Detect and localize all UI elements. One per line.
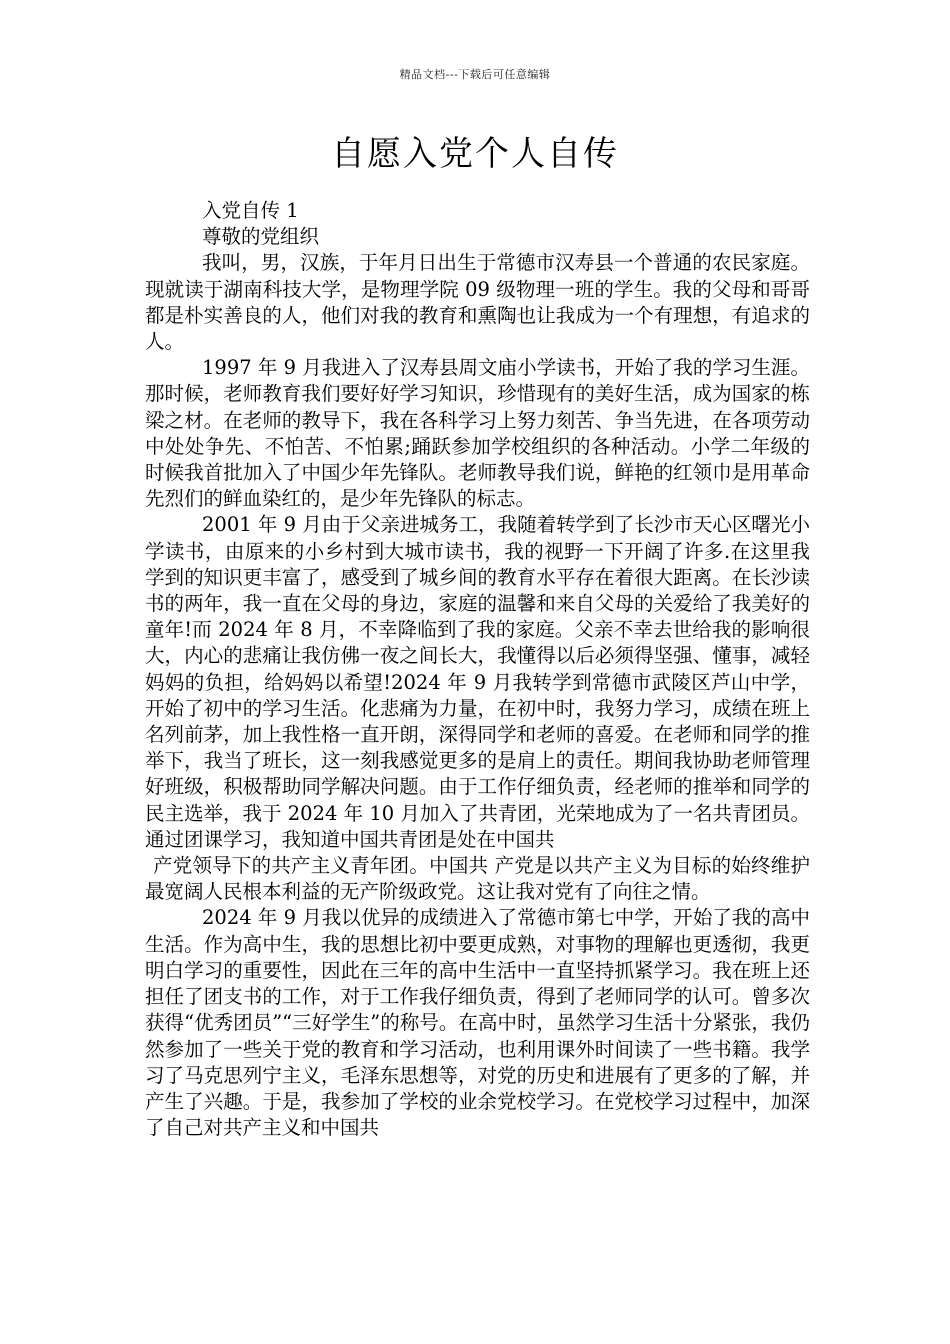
paragraph-high-school: 2024 年 9 月我以优异的成绩进入了常德市第七中学，开始了我的高中生活。作为高中生，我的思想比初中要更成熟，对事物的理解也更透彻，我更明白学习的重要性，因此在三年的高中生活中一直坚持抓紧学习。我在班上还担任了团支书的工作，对于工作我仔细负责，得到了老师同学的认可。曾多次获得“优秀团员”“三好学生”的称号。在高中时，虽然学习生活十分紧张，我仍然参加了一些关于党的教育和学习活动，也利用课外时间读了一些书籍。我学习了马克思列宁主义，毛泽东思想等，对党的历史和进展有了更多的了解，并产生了兴趣。于是，我参加了学校的业余党校学习。在党校学习过程中，加深了自己对共产主义和中国共 [145, 906, 810, 1140]
paragraph-youth-league: 产党领导下的共产主义青年团。中国共 产党是以共产主义为目标的始终维护最宽阔人民根本利益的无产阶级政党。这让我对党有了向往之情。 [145, 854, 810, 904]
document-body [145, 198, 810, 1141]
section-heading: 入党自传 1 [202, 199, 299, 222]
paragraph-middle-school: 2001 年 9 月由于父亲进城务工，我随着转学到了长沙市天心区曙光小学读书，由原来的小乡村到大城市读书，我的视野一下开阔了许多.在这里我学到的知识更丰富了，感受到了城乡间的教育水平存在着很大距离。在长沙读书的两年，我一直在父母的身边，家庭的温馨和来自父母的关爱给了我美好的童年!而 2024 年 8 月，不幸降临到了我的家庭。父亲不幸去世给我的影响很大，内心的悲痛让我仿佛一夜之间长大，我懂得以后必须得坚强、懂事，减轻妈妈的负担，给妈妈以希望!2024 年 9 月我转学到常德市武陵区芦山中学，开始了初中的学习生活。化悲痛为力量，在初中时，我努力学习，成绩在班上名列前茅，加上我性格一直开朗，深得同学和老师的喜爱。在老师和同学的推举下，我当了班长，这一刻我感觉更多的是肩上的责任。期间我协助老师管理好班级，积极帮助同学解决问题。由于工作仔细负责，经老师的推举和同学的民主选举，我于 2024 年 10 月加入了共青团，光荣地成为了一名共青团员。通过团课学习，我知道中国共青团是处在中国共 [145, 513, 810, 851]
salutation: 尊敬的党组织 [202, 225, 320, 249]
header-note: 精品文档---下载后可任意编辑 [399, 68, 551, 81]
document-title: 自愿入党个人自传 [331, 134, 619, 174]
paragraph-primary-school: 1997 年 9 月我进入了汉寿县周文庙小学读书，开始了我的学习生涯。那时候，老师教育我们要好好学习知识，珍惜现有的美好生活，成为国家的栋梁之材。在老师的教导下，我在各科学习上努力刻苦、争当先进，在各项劳动中处处争先、不怕苦、不怕累;踊跃参加学校组织的各种活动。小学二年级的时候我首批加入了中国少年先锋队。老师教导我们说，鲜艳的红领巾是用革命先烈们的鲜血染红的，是少年先锋队的标志。 [145, 356, 810, 511]
paragraph-introduction: 我叫，男，汉族，于年月日出生于常德市汉寿县一个普通的农民家庭。现就读于湖南科技大学，是物理学院 09 级物理一班的学生。我的父母和哥哥都是朴实善良的人，他们对我的教育和熏陶也让我成为一个有理想，有追求的人。 [145, 251, 810, 354]
